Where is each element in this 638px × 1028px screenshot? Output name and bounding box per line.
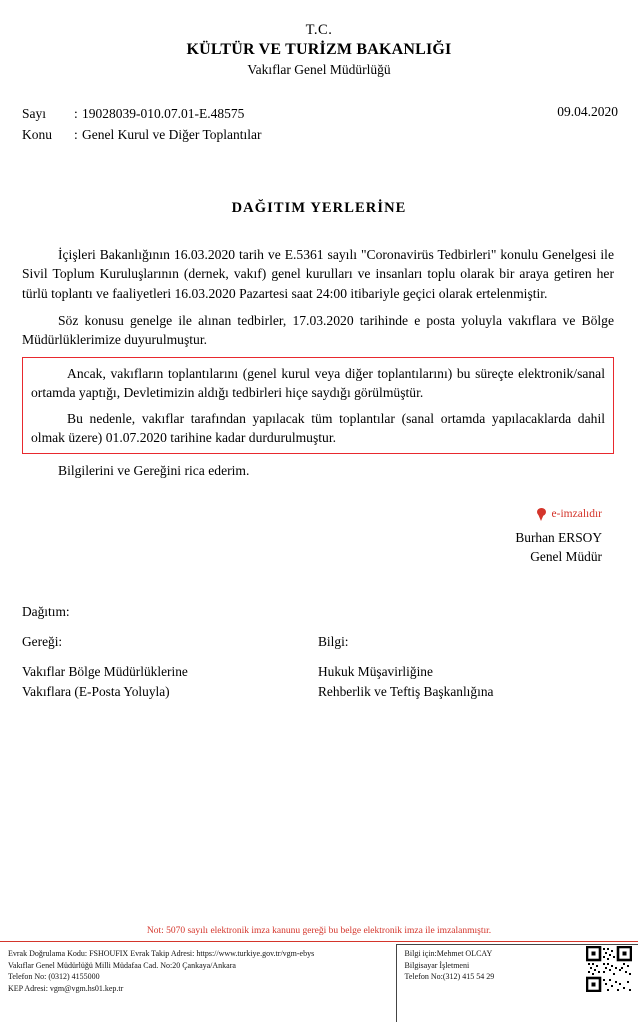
document-body [0,245,638,481]
signature-block [0,506,638,566]
footer-kep-address: KEP Adresi: vgm@vgm.hs01.kep.tr [8,983,124,993]
konu-value: Genel Kurul ve Diğer Toplantılar [82,126,262,142]
distribution-columns [22,632,614,701]
footer-contact-phone: Telefon No:(312) 415 54 29 [404,972,495,982]
footer-left [0,944,396,1022]
body-paragraph-1: İçişleri Bakanlığının 16.03.2020 tarih ve E.5361 sayılı "Coronavirüs Tedbirleri" konulu Genelgesi ile Sivil Toplum Kuruluşlarının (dernek, vakıf) genel kurulları ve insanları toplu olarak bir araya getiren her türlü toplantı ve faaliyetleri 16.03.2020 Pazartesi saat 24:00 itibariyle geçici olarak ertelenmiştir. [22,246,614,301]
konu-label: Konu [22,126,52,142]
footer-contact-person: Bilgi için:Mehmet OLCAY [404,949,493,958]
boxed-paragraph-1: Ancak, vakıfların toplantılarını (genel kurul veya diğer toplantılarını) bu süreçte elektronik/sanal ortamda yaptığı, Devletimizin aldığı tedbirleri hiçe saydığı görülmüştür. [31,365,605,401]
signer-title: Genel Müdür [530,548,602,564]
footer-right-top-rule [397,944,638,945]
recipient-line: DAĞITIM YERLERİNE [231,199,407,216]
esignature-label: e-imzalıdır [551,508,602,521]
footer-address: Vakıflar Genel Müdürlüğü Milli Müdafaa Cad. No:20 Çankaya/Ankara [8,960,236,970]
distribution-left-line-2: Vakıflara (E-Posta Yoluyla) [22,683,170,699]
sayi-value: 19028039-010.07.01-E.48575 [82,106,245,121]
sayi-label: Sayı [22,106,47,121]
footer-verification-code: Evrak Doğrulama Kodu: FSHOUFIX Evrak Takip Adresi: https://www.turkiye.gov.tr/vgm-ebys [8,949,315,958]
distribution-block [0,602,638,701]
distribution-column-left [22,632,318,701]
document-meta [0,104,638,146]
document-footer [0,944,638,1022]
footer-phone: Telefon No: (0312) 4155000 [8,972,100,982]
republic-line: T.C. [305,22,333,38]
konu-separator: : [74,126,78,142]
highlighted-box [22,357,614,454]
distribution-left-line-1: Vakıflar Bölge Müdürlüklerine [22,663,188,679]
document-date: 09.04.2020 [557,104,618,119]
footer-right [396,944,638,1022]
boxed-paragraph-2: Bu nedenle, vakıflar tarafından yapılacak tüm toplantılar (sanal ortamda yapılacaklarda dahil olmak üzere) 01.07.2020 tarihine kadar durdurulmuştur. [31,410,605,446]
body-paragraph-3: Bilgilerini ve Gereğini rica ederim. [58,462,250,478]
legal-note: Not: 5070 sayılı elektronik imza kanunu gereği bu belge elektronik imza ile imzalanmıştır. [146,926,492,936]
meta-row-sayi [22,104,618,125]
footer-divider [0,941,638,943]
body-paragraph-2: Söz konusu genelge ile alınan tedbirler, 17.03.2020 tarihinde e posta yoluyla vakıflara ve Bölge Müdürlüklerimize duyurulmuştur. [22,312,614,348]
distribution-left-head: Gereği: [22,634,63,650]
qr-code-icon [586,946,632,992]
department-name: Vakıflar Genel Müdürlüğü [247,62,391,77]
esignature-mark [536,506,602,522]
distribution-right-line-2: Rehberlik ve Teftiş Başkanlığına [318,683,494,699]
document-header [0,22,638,78]
ministry-name: KÜLTÜR VE TURİZM BAKANLIĞI [186,41,452,58]
sayi-separator: : [74,106,78,121]
distribution-right-head: Bilgi: [318,634,349,650]
distribution-right-line-1: Hukuk Müşavirliğine [318,663,433,679]
ribbon-seal-icon [536,508,547,521]
footer-contact-role: Bilgisayar İşletmeni [404,960,470,970]
signer-name: Burhan ERSOY [515,529,602,545]
distribution-column-right [318,632,614,701]
distribution-title: Dağıtım: [22,604,70,620]
meta-row-konu [22,125,618,146]
